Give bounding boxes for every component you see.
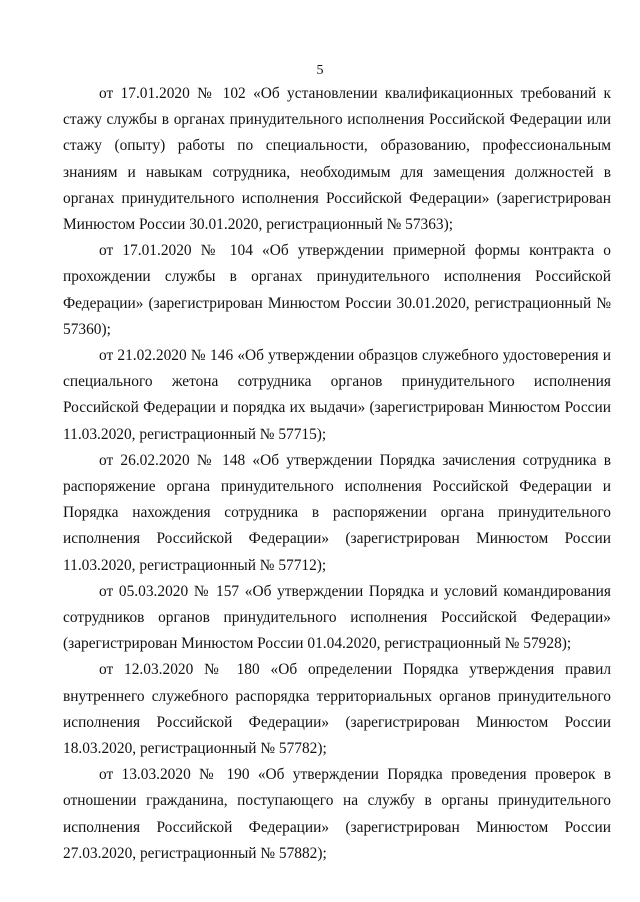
- order-item-148: от 26.02.2020 № 148 «Об утверждении Порядка зачисления сотрудника в распоряжение органа принудительного исполнения Российской Федерации и Порядка нахождения сотрудника в распоряжении органа принудительного исполнения Российской Федерации» (зарегистрирован Минюстом России 11.03.2020, регистрационный № 57712);: [63, 451, 611, 574]
- order-item-146: от 21.02.2020 № 146 «Об утверждении образцов служебного удостоверения и специального жетона сотрудника органов принудительного исполнения Российской Федерации и порядка их выдачи» (зарегистрирован Минюстом России 11.03.2020, регистрационный № 57715);: [63, 347, 611, 443]
- order-item-102: от 17.01.2020 № 102 «Об установлении квалификационных требований к стажу службы в органах принудительного исполнения Российской Федерации или стажу (опыту) работы по специальности, образованию, профессиональным знаниям и навыкам сотрудника, необходимым для замещения должностей в органах принудительного исполнения Российской Федерации» (зарегистрирован Минюстом России 30.01.2020, регистрационный № 57363);: [63, 85, 611, 234]
- order-item-190: от 13.03.2020 № 190 «Об утверждении Порядка проведения проверок в отношении гражданина, поступающего на службу в органы принудительного исполнения Российской Федерации» (зарегистрирован Минюстом России 27.03.2020, регистрационный № 57882);: [63, 766, 611, 862]
- page-number: 5: [316, 63, 324, 78]
- order-item-180: от 12.03.2020 № 180 «Об определении Порядка утверждения правил внутреннего служебного распорядка территориальных органов принудительного исполнения Российской Федерации» (зарегистрирован Минюстом России 18.03.2020, регистрационный № 57782);: [63, 661, 611, 758]
- document-body: [63, 81, 611, 867]
- order-item-104: от 17.01.2020 № 104 «Об утверждении примерной формы контракта о прохождении службы в органах принудительного исполнения Российской Федерации» (зарегистрирован Минюстом России 30.01.2020, регистрационный № 57360);: [63, 242, 611, 338]
- order-item-157: от 05.03.2020 № 157 «Об утверждении Порядка и условий командирования сотрудников органов принудительного исполнения Российской Федерации» (зарегистрирован Минюстом России 01.04.2020, регистрационный № 57928);: [63, 582, 611, 653]
